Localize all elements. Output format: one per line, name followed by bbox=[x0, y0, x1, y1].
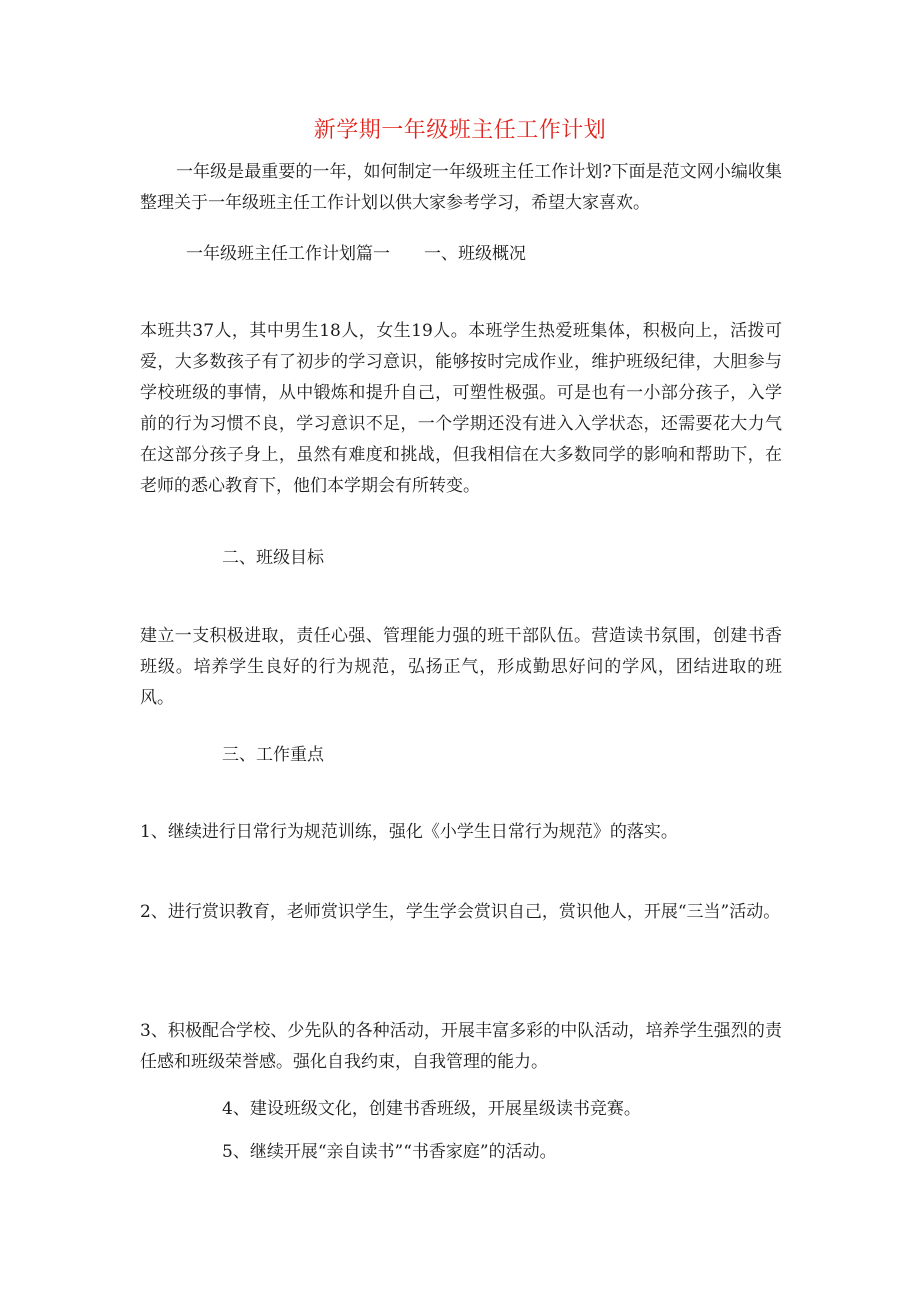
list-item-5: 5、继续开展“亲自读书”“书香家庭”的活动。 bbox=[222, 1142, 557, 1162]
list-item-3: 3、积极配合学校、少先队的各种活动，开展丰富多彩的中队活动，培养学生强烈的责任感和班级荣誉感。强化自我约束，自我管理的能力。 bbox=[140, 1021, 782, 1072]
intro-paragraph: 一年级是最重要的一年，如何制定一年级班主任工作计划?下面是范文网小编收集整理关于一年级班主任工作计划以供大家参考学习，希望大家喜欢。 bbox=[140, 162, 782, 213]
list-item-2: 2、进行赏识教育，老师赏识学生，学生学会赏识自己，赏识他人，开展“三当”活动。 bbox=[140, 902, 781, 922]
list-item-4: 4、建设班级文化，创建书香班级，开展星级读书竞赛。 bbox=[222, 1099, 641, 1119]
document-title: 新学期一年级班主任工作计划 bbox=[313, 118, 607, 143]
section1-heading: 一年级班主任工作计划篇一 一、班级概况 bbox=[186, 244, 526, 264]
section1-body: 本班共37人，其中男生18人，女生19人。本班学生热爱班集体，积极向上，活拨可爱，大多数孩子有了初步的学习意识，能够按时完成作业，维护班级纪律，大胆参与学校班级的事情，从中锻炼和提升自己，可塑性极强。可是也有一小部分孩子，入学前的行为习惯不良，学习意识不足，一个学期还没有进入入学状态，还需要花大力气在这部分孩子身上，虽然有难度和挑战，但我相信在大多数同学的影响和帮助下，在老师的悉心教育下，他们本学期会有所转变。 bbox=[140, 321, 782, 496]
section3-heading: 三、工作重点 bbox=[222, 745, 324, 765]
section2-heading: 二、班级目标 bbox=[222, 548, 324, 568]
section2-body: 建立一支积极进取，责任心强、管理能力强的班干部队伍。营造读书氛围，创建书香班级。培养学生良好的行为规范，弘扬正气，形成勤思好问的学风，团结进取的班风。 bbox=[140, 626, 782, 708]
list-item-1: 1、继续进行日常行为规范训练，强化《小学生日常行为规范》的落实。 bbox=[140, 822, 678, 842]
